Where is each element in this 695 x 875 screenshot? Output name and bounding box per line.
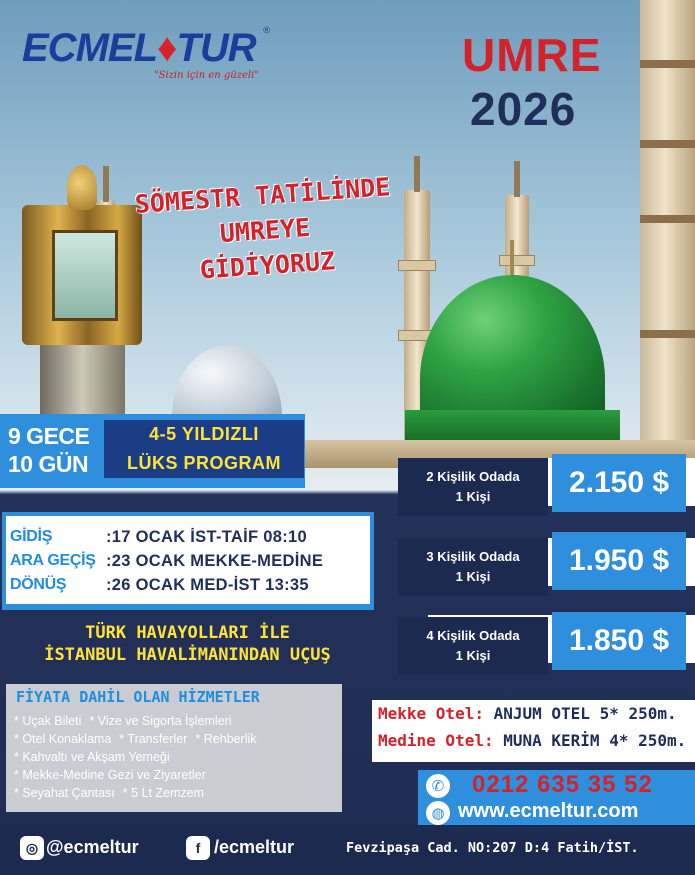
title-umre: UMRE [462, 29, 602, 81]
globe-icon: ◍ [426, 801, 450, 825]
instagram-handle[interactable]: @ecmeltur [46, 837, 139, 857]
headline [107, 167, 424, 293]
price-room-4: 4 Kişilik Odada 1 Kişi [398, 617, 548, 675]
hotel-value: ANJUM OTEL 5* 250m. [483, 704, 677, 723]
address: Fevzipaşa Cad. NO:207 D:4 Fatih/İST. [346, 840, 639, 856]
itinerary-value: :26 OCAK MED-İST 13:35 [106, 576, 309, 594]
logo-tagline: "Sizin için en güzeli" [154, 70, 259, 81]
duration-banner [0, 414, 305, 488]
price-room-2: 2 Kişilik Odada 1 Kişi [398, 458, 548, 516]
hotel-row [378, 704, 677, 723]
green-dome [420, 275, 605, 425]
included-services [6, 684, 342, 812]
silver-dome [172, 345, 282, 425]
itinerary-label: DÖNÜŞ [10, 576, 67, 593]
facebook-icon[interactable]: f [186, 836, 210, 860]
logo-tulip-icon: ♦ [157, 26, 177, 70]
registered-mark: ® [262, 26, 271, 36]
price-room-3: 3 Kişilik Odada 1 Kişi [398, 538, 548, 596]
phone-icon: ✆ [426, 774, 450, 798]
itinerary-value: :17 OCAK İST-TAİF 08:10 [106, 528, 307, 546]
price-value-2: 2.150 $ [552, 454, 686, 512]
instagram-icon[interactable]: ◎ [20, 836, 44, 860]
itinerary-value: :23 OCAK MEKKE-MEDİNE [106, 552, 324, 570]
hotel-value: MUNA KERİM 4* 250m. [493, 731, 687, 750]
headline-line: UMREYE [218, 212, 312, 249]
price-value-4: 1.850 $ [552, 612, 686, 670]
facebook-handle[interactable]: /ecmeltur [214, 837, 295, 857]
title-year: 2026 [470, 83, 577, 135]
itinerary-label: GİDİŞ [10, 528, 53, 545]
program-badge: 4-5 YILDIZLI LÜKS PROGRAM [104, 420, 304, 478]
itinerary-box [2, 512, 374, 610]
hotels-box [372, 700, 695, 762]
services-title: FİYATA DAHİL OLAN HİZMETLER [16, 688, 260, 706]
services-line: * Uçak Bileti * Vize ve Sigorta İşlemleri [14, 714, 232, 728]
logo-wordmark: ECMEL♦TUR [22, 26, 256, 70]
green-dome-finial [510, 240, 514, 280]
airline-text: TÜRK HAVAYOLLARI İLE İSTANBUL HAVALİMANINDAN UÇUŞ [44, 623, 331, 665]
services-line: * Seyahat Çantası * 5 Lt Zemzem [14, 786, 205, 800]
services-line: * Kahvaltı ve Akşam Yemeği [14, 750, 170, 764]
services-line: * Mekke-Medine Gezi ve Ziyaretler [14, 768, 206, 782]
itinerary-label: ARA GEÇİŞ [10, 552, 96, 569]
brand-logo[interactable] [22, 26, 272, 88]
footer [0, 825, 695, 875]
price-value-3: 1.950 $ [552, 532, 686, 590]
contact-box [418, 770, 695, 828]
hotel-row [378, 731, 686, 750]
hotel-label: Mekke Otel: [378, 704, 484, 723]
duration-days: 9 GECE 10 GÜN [8, 423, 90, 477]
services-line: * Otel Konaklama * Transferler * Rehberlik [14, 732, 257, 746]
minaret-tower-right [640, 0, 695, 470]
headline-line: GİDİYORUZ [198, 246, 337, 285]
phone-number[interactable]: 0212 635 35 52 [472, 771, 653, 798]
website-link[interactable]: www.ecmeltur.com [458, 800, 639, 822]
headline-line: SÖMESTR TATİLİNDE [133, 172, 392, 219]
hotel-label: Medine Otel: [378, 731, 494, 750]
